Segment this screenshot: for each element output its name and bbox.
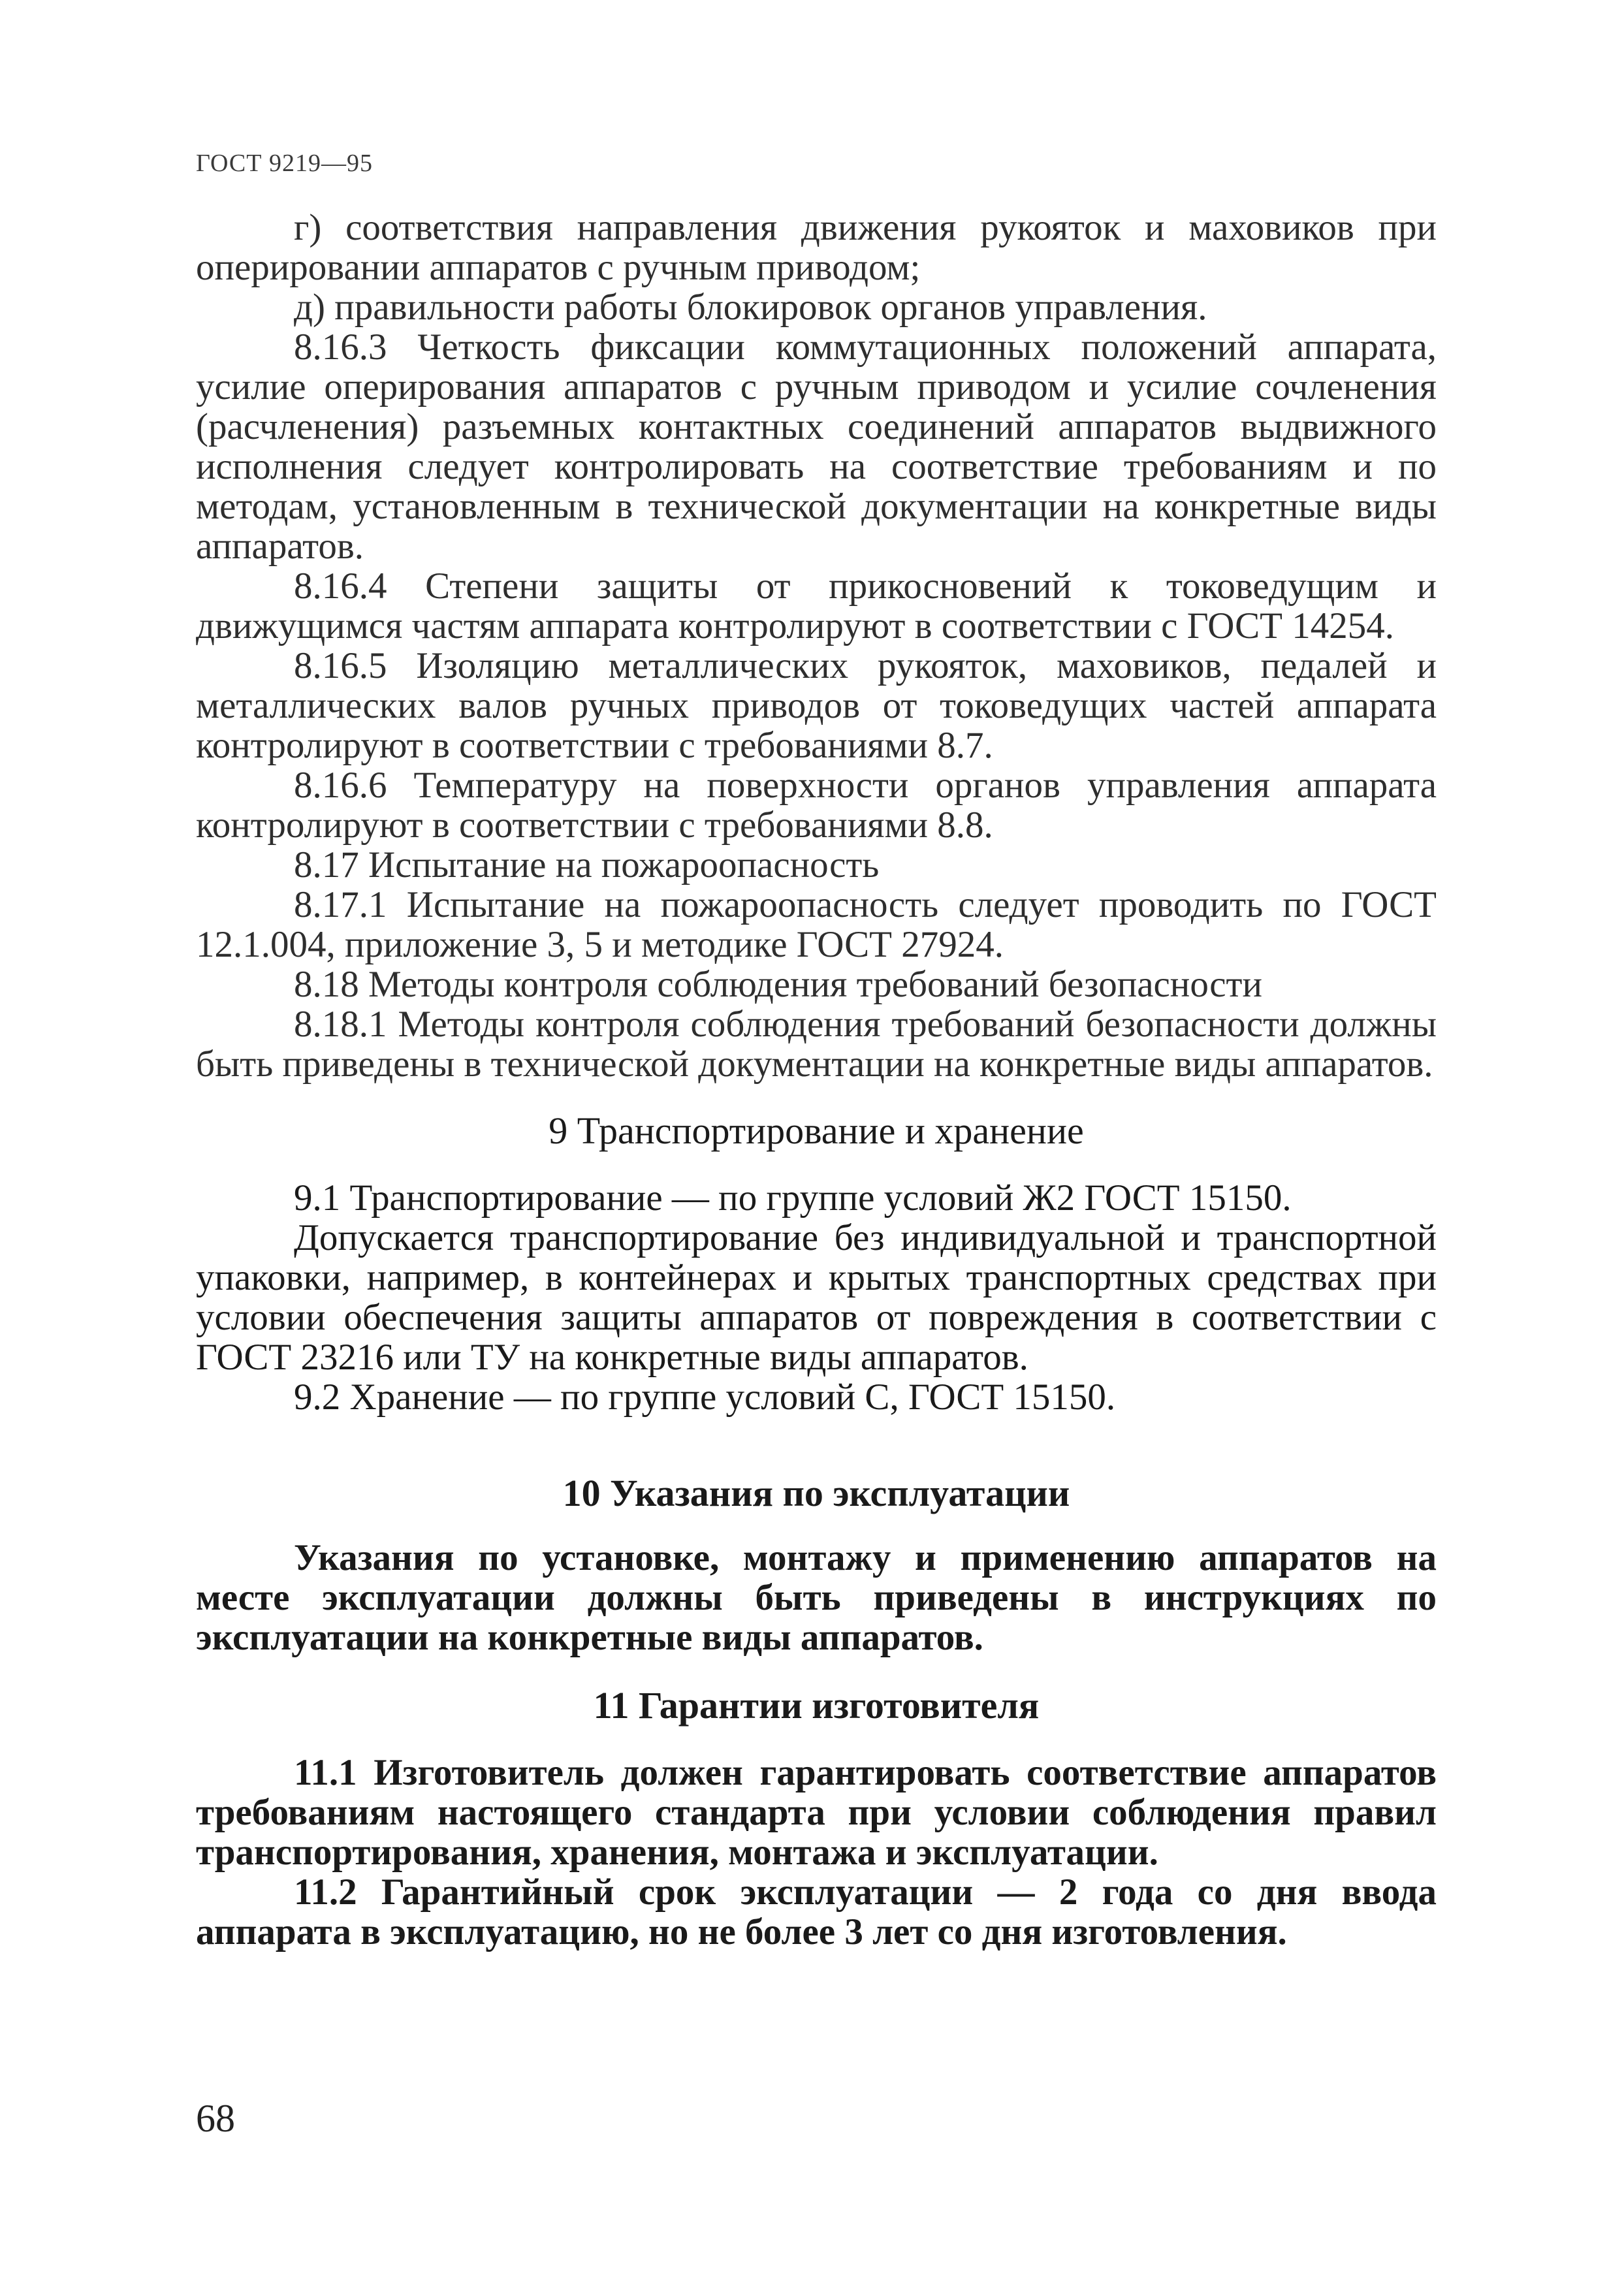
paragraph-9-1: 9.1 Транспортирование — по группе условий Ж2 ГОСТ 15150. [294, 1177, 1292, 1219]
paragraph-10: Указания по установке, монтажу и применению аппаратов на месте эксплуатации должны быть приведены в инструкциях по эксплуатации на конкретные виды аппаратов. [196, 1537, 1437, 1658]
page-number: 68 [196, 2097, 235, 2140]
paragraph-8-17-1: 8.17.1 Испытание на пожароопасность следует проводить по ГОСТ 12.1.004, приложение 3, 5 и методике ГОСТ 27924. [196, 884, 1437, 965]
section-10-title: 10 Указания по эксплуатации [562, 1472, 1070, 1514]
paragraph-8-16-5: 8.16.5 Изоляцию металлических рукояток, маховиков, педалей и металлических валов ручных приводов от токоведущих частей аппарата контролируют в соответствии с требованиями 8.7. [196, 645, 1437, 766]
paragraph-9-2: 9.2 Хранение — по группе условий С, ГОСТ 15150. [294, 1377, 1116, 1418]
paragraph-8-16-6: 8.16.6 Температуру на поверхности органов управления аппарата контролируют в соответствии с требованиями 8.8. [196, 765, 1437, 846]
paragraph-11-1: 11.1 Изготовитель должен гарантировать соответствие аппаратов требованиям настоящего стандарта при условии соблюдения правил транспортирования, хранения, монтажа и эксплуатации. [196, 1752, 1437, 1873]
paragraph-8-18: 8.18 Методы контроля соблюдения требований безопасности [294, 964, 1262, 1005]
section-9 [196, 1110, 1437, 1417]
section-11-title: 11 Гарантии изготовителя [593, 1684, 1040, 1727]
paragraph-8-16-4: 8.16.4 Степени защиты от прикосновений к токоведущим и движущимся частям аппарата контролируют в соответствии с ГОСТ 14254. [196, 566, 1437, 646]
document-header: ГОСТ 9219—95 [196, 150, 373, 177]
paragraph-8-18-1: 8.18.1 Методы контроля соблюдения требований безопасности должны быть приведены в технической документации на конкретные виды аппаратов. [196, 1004, 1437, 1085]
paragraph-d: д) правильности работы блокировок органов управления. [294, 287, 1207, 328]
paragraph-8-16-3: 8.16.3 Четкость фиксации коммутационных положений аппарата, усилие оперирования аппаратов с ручным приводом и усилие сочленения (расчленения) разъемных контактных соединений аппаратов выдвижного исполнения следует контролировать на соответствие требованиям и по методам, установленным в технической документации на конкретные виды аппаратов. [196, 327, 1437, 567]
section-8-continuation [196, 208, 1437, 1084]
paragraph-9-1-note: Допускается транспортирование без индивидуальной и транспортной упаковки, например, в контейнерах и крытых транспортных средствах при условии обеспечения защиты аппаратов от повреждения в соответствии с ГОСТ 23216 или ТУ на конкретные виды аппаратов. [196, 1217, 1437, 1378]
section-9-title: 9 Транспортирование и хранение [549, 1109, 1084, 1152]
paragraph-g: г) соответствия направления движения рукояток и маховиков при оперировании аппаратов с ручным приводом; [196, 207, 1437, 288]
section-11 [196, 1685, 1437, 1952]
paragraph-11-2: 11.2 Гарантийный срок эксплуатации — 2 года со дня ввода аппарата в эксплуатацию, но не более 3 лет со дня изготовления. [196, 1872, 1437, 1952]
section-10 [196, 1473, 1437, 1657]
paragraph-8-17: 8.17 Испытание на пожароопасность [294, 844, 880, 885]
